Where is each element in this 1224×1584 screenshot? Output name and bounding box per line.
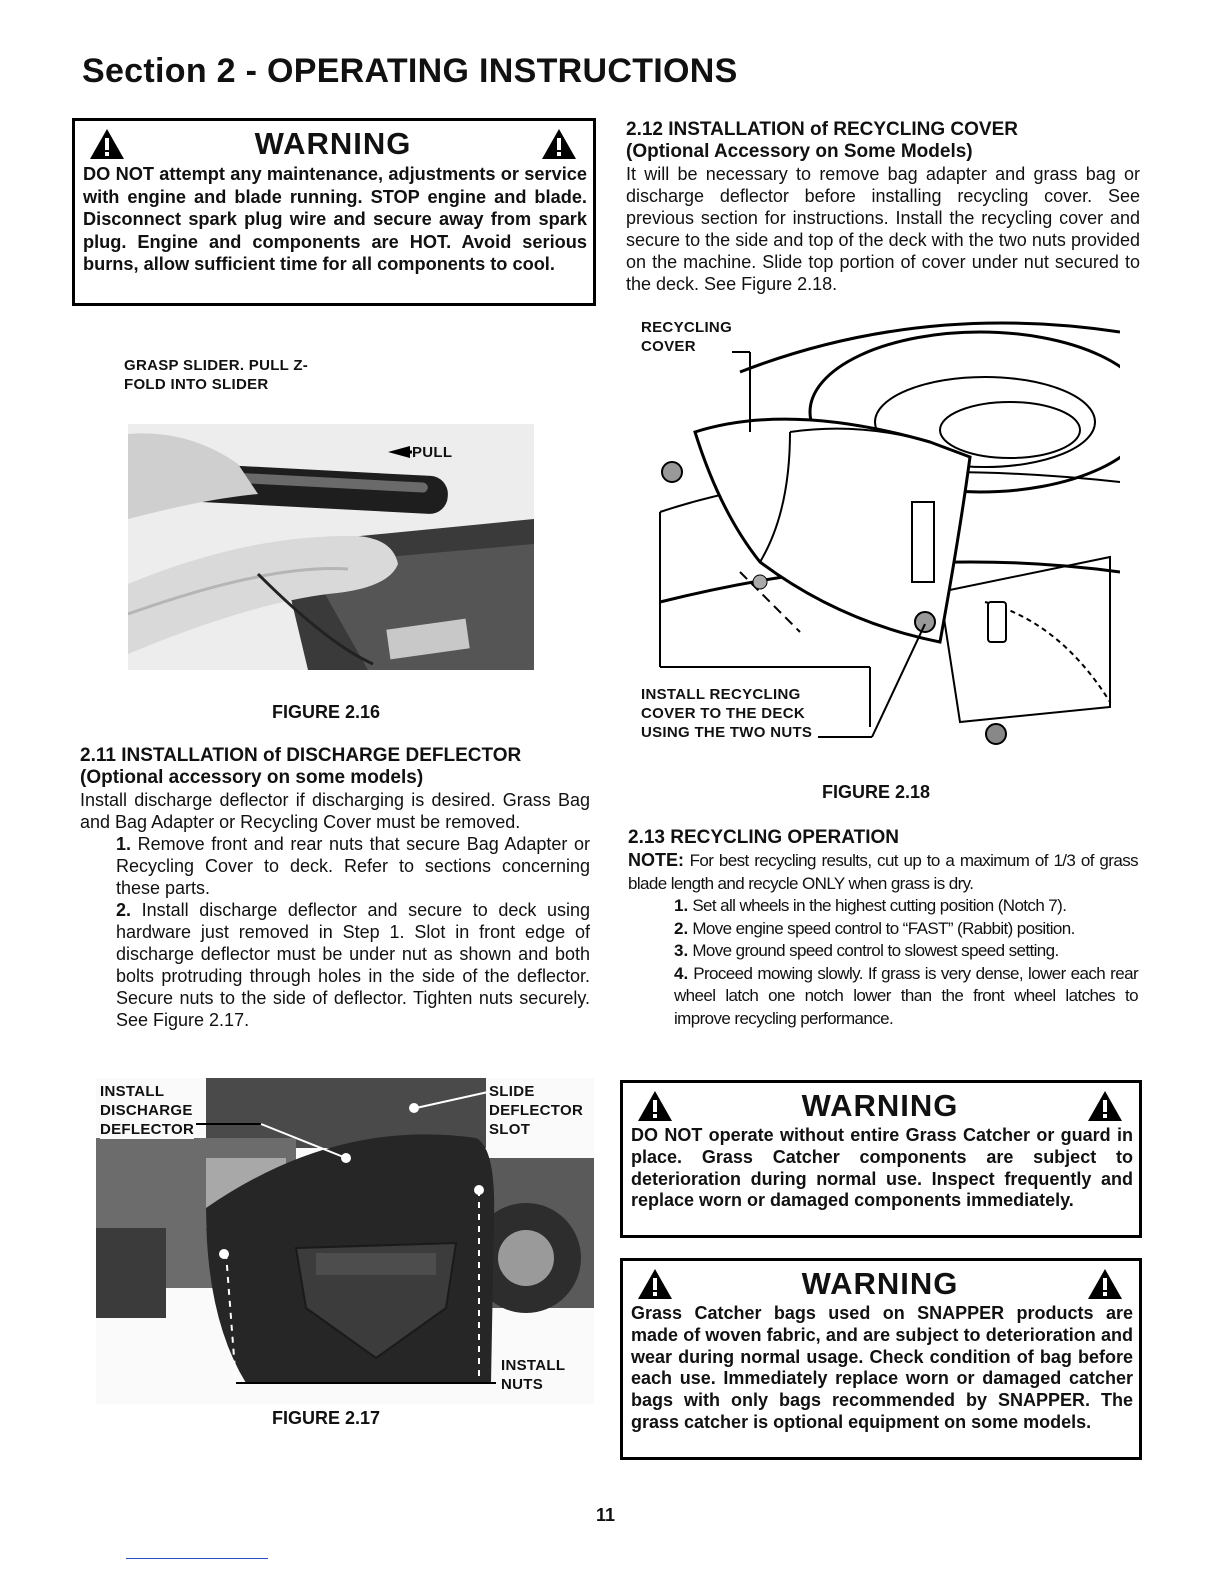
section-2-11-subheading: (Optional accessory on some models) [80,767,424,788]
list-item: 2. Move engine speed control to “FAST” (Rabbit) position. [674,918,1075,938]
figure-2-16-callout: GRASP SLIDER. PULL Z- FOLD INTO SLIDER [124,357,309,393]
install-deflector-callout: INSTALL DISCHARGE DEFLECTOR [100,1083,195,1138]
install-recycling-cover-callout: INSTALL RECYCLING COVER TO THE DECK USING THE TWO NUTS [641,686,813,741]
figure-2-16-photo [128,424,534,670]
list-item: 2. Install discharge deflector and secure to deck using hardware just removed in Step 1. Slot in front edge of discharge deflector must be under nut as shown and both bolts protruding through holes in the side of the deflector. Secure nuts to the side of deflector. Tighten nuts securely. See Figure 2.17. [116,900,590,1030]
page-number: 11 [596,1505,616,1525]
list-item: 1. Remove front and rear nuts that secure Bag Adapter or Recycling Cover to deck. Refer to sections concerning these parts. [116,834,590,898]
warning-text: Grass Catcher bags used on SNAPPER products are made of woven fabric, and are subject to deterioration and wear during normal usage. Check condition of bag before each use. Immediately replace worn or damaged catcher bags with only bags recommended by SNAPPER. The grass catcher is optional equipment on some models. [631,1303,1133,1432]
warning-header [83,125,587,163]
warning-triangle-icon [1087,1090,1123,1122]
warning-box-grass-catcher [620,1080,1142,1238]
pull-label: PULL [412,444,453,461]
page-title: Section 2 - OPERATING INSTRUCTIONS [82,52,738,90]
section-2-13-heading: 2.13 RECYCLING OPERATION [628,827,899,848]
section-2-11-heading: 2.11 INSTALLATION of DISCHARGE DEFLECTOR [80,745,522,766]
section-2-11-intro: Install discharge deflector if discharging is desired. Grass Bag and Bag Adapter or Recycling Cover must be removed. [80,790,590,832]
list-item: 3. Move ground speed control to slowest speed setting. [674,941,1059,960]
warning-triangle-icon [637,1268,673,1300]
warning-triangle-icon [637,1090,673,1122]
footer-rule [126,1558,268,1559]
warning-triangle-icon [541,128,577,160]
warning-triangle-icon [1087,1268,1123,1300]
section-2-12-text: It will be necessary to remove bag adapter and grass bag or discharge deflector before installing recycling cover. See previous section for instructions. Install the recycling cover and secure to the side and top of the deck with the two nuts provided on the machine. Slide top portion of cover under nut secured to the deck. See Figure 2.18. [626,164,1140,294]
section-2-12 [626,119,1140,295]
warning-title: WARNING [254,126,412,161]
section-2-12-heading: 2.12 INSTALLATION of RECYCLING COVER [626,119,1018,140]
figure-2-18-caption: FIGURE 2.18 [822,782,931,802]
warning-header [631,1087,1133,1125]
figure-2-16-caption: FIGURE 2.16 [272,702,381,722]
install-nuts-callout: INSTALL NUTS [501,1357,566,1393]
warning-box-bags [620,1258,1142,1460]
warning-header [631,1265,1133,1303]
warning-title: WARNING [801,1266,959,1301]
section-2-13-note: NOTE: For best recycling results, cut up to a maximum of 1/3 of grass blade length and recycle ONLY when grass is dry. [628,850,1138,893]
slide-deflector-slot-callout: SLIDE DEFLECTOR SLOT [489,1083,584,1138]
warning-box-maintenance [72,118,596,306]
section-2-13 [628,827,1138,1030]
section-2-11 [80,745,590,1031]
figure-2-18-diagram [640,312,1120,748]
figure-2-17-caption: FIGURE 2.17 [272,1408,381,1428]
section-2-12-subheading: (Optional Accessory on Some Models) [626,141,973,162]
recycling-cover-callout: RECYCLING COVER [641,319,733,355]
warning-text: DO NOT attempt any maintenance, adjustments or service with engine and blade running. STOP engine and blade. Disconnect spark plug wire and secure away from spark plug. Engine and components are HOT. Avoid serious burns, allow sufficient time for all components to cool. [83,164,587,275]
list-item: 4. Proceed mowing slowly. If grass is very dense, lower each rear wheel latch one notch lower than the front wheel latches to improve recycling performance. [674,963,1138,1028]
warning-title: WARNING [801,1088,959,1123]
warning-text: DO NOT operate without entire Grass Catcher or guard in place. Grass Catcher components are subject to deterioration during normal use. Inspect frequently and replace worn or damaged components immediately. [631,1125,1133,1211]
warning-triangle-icon [89,128,125,160]
list-item: 1. Set all wheels in the highest cutting position (Notch 7). [674,896,1067,915]
